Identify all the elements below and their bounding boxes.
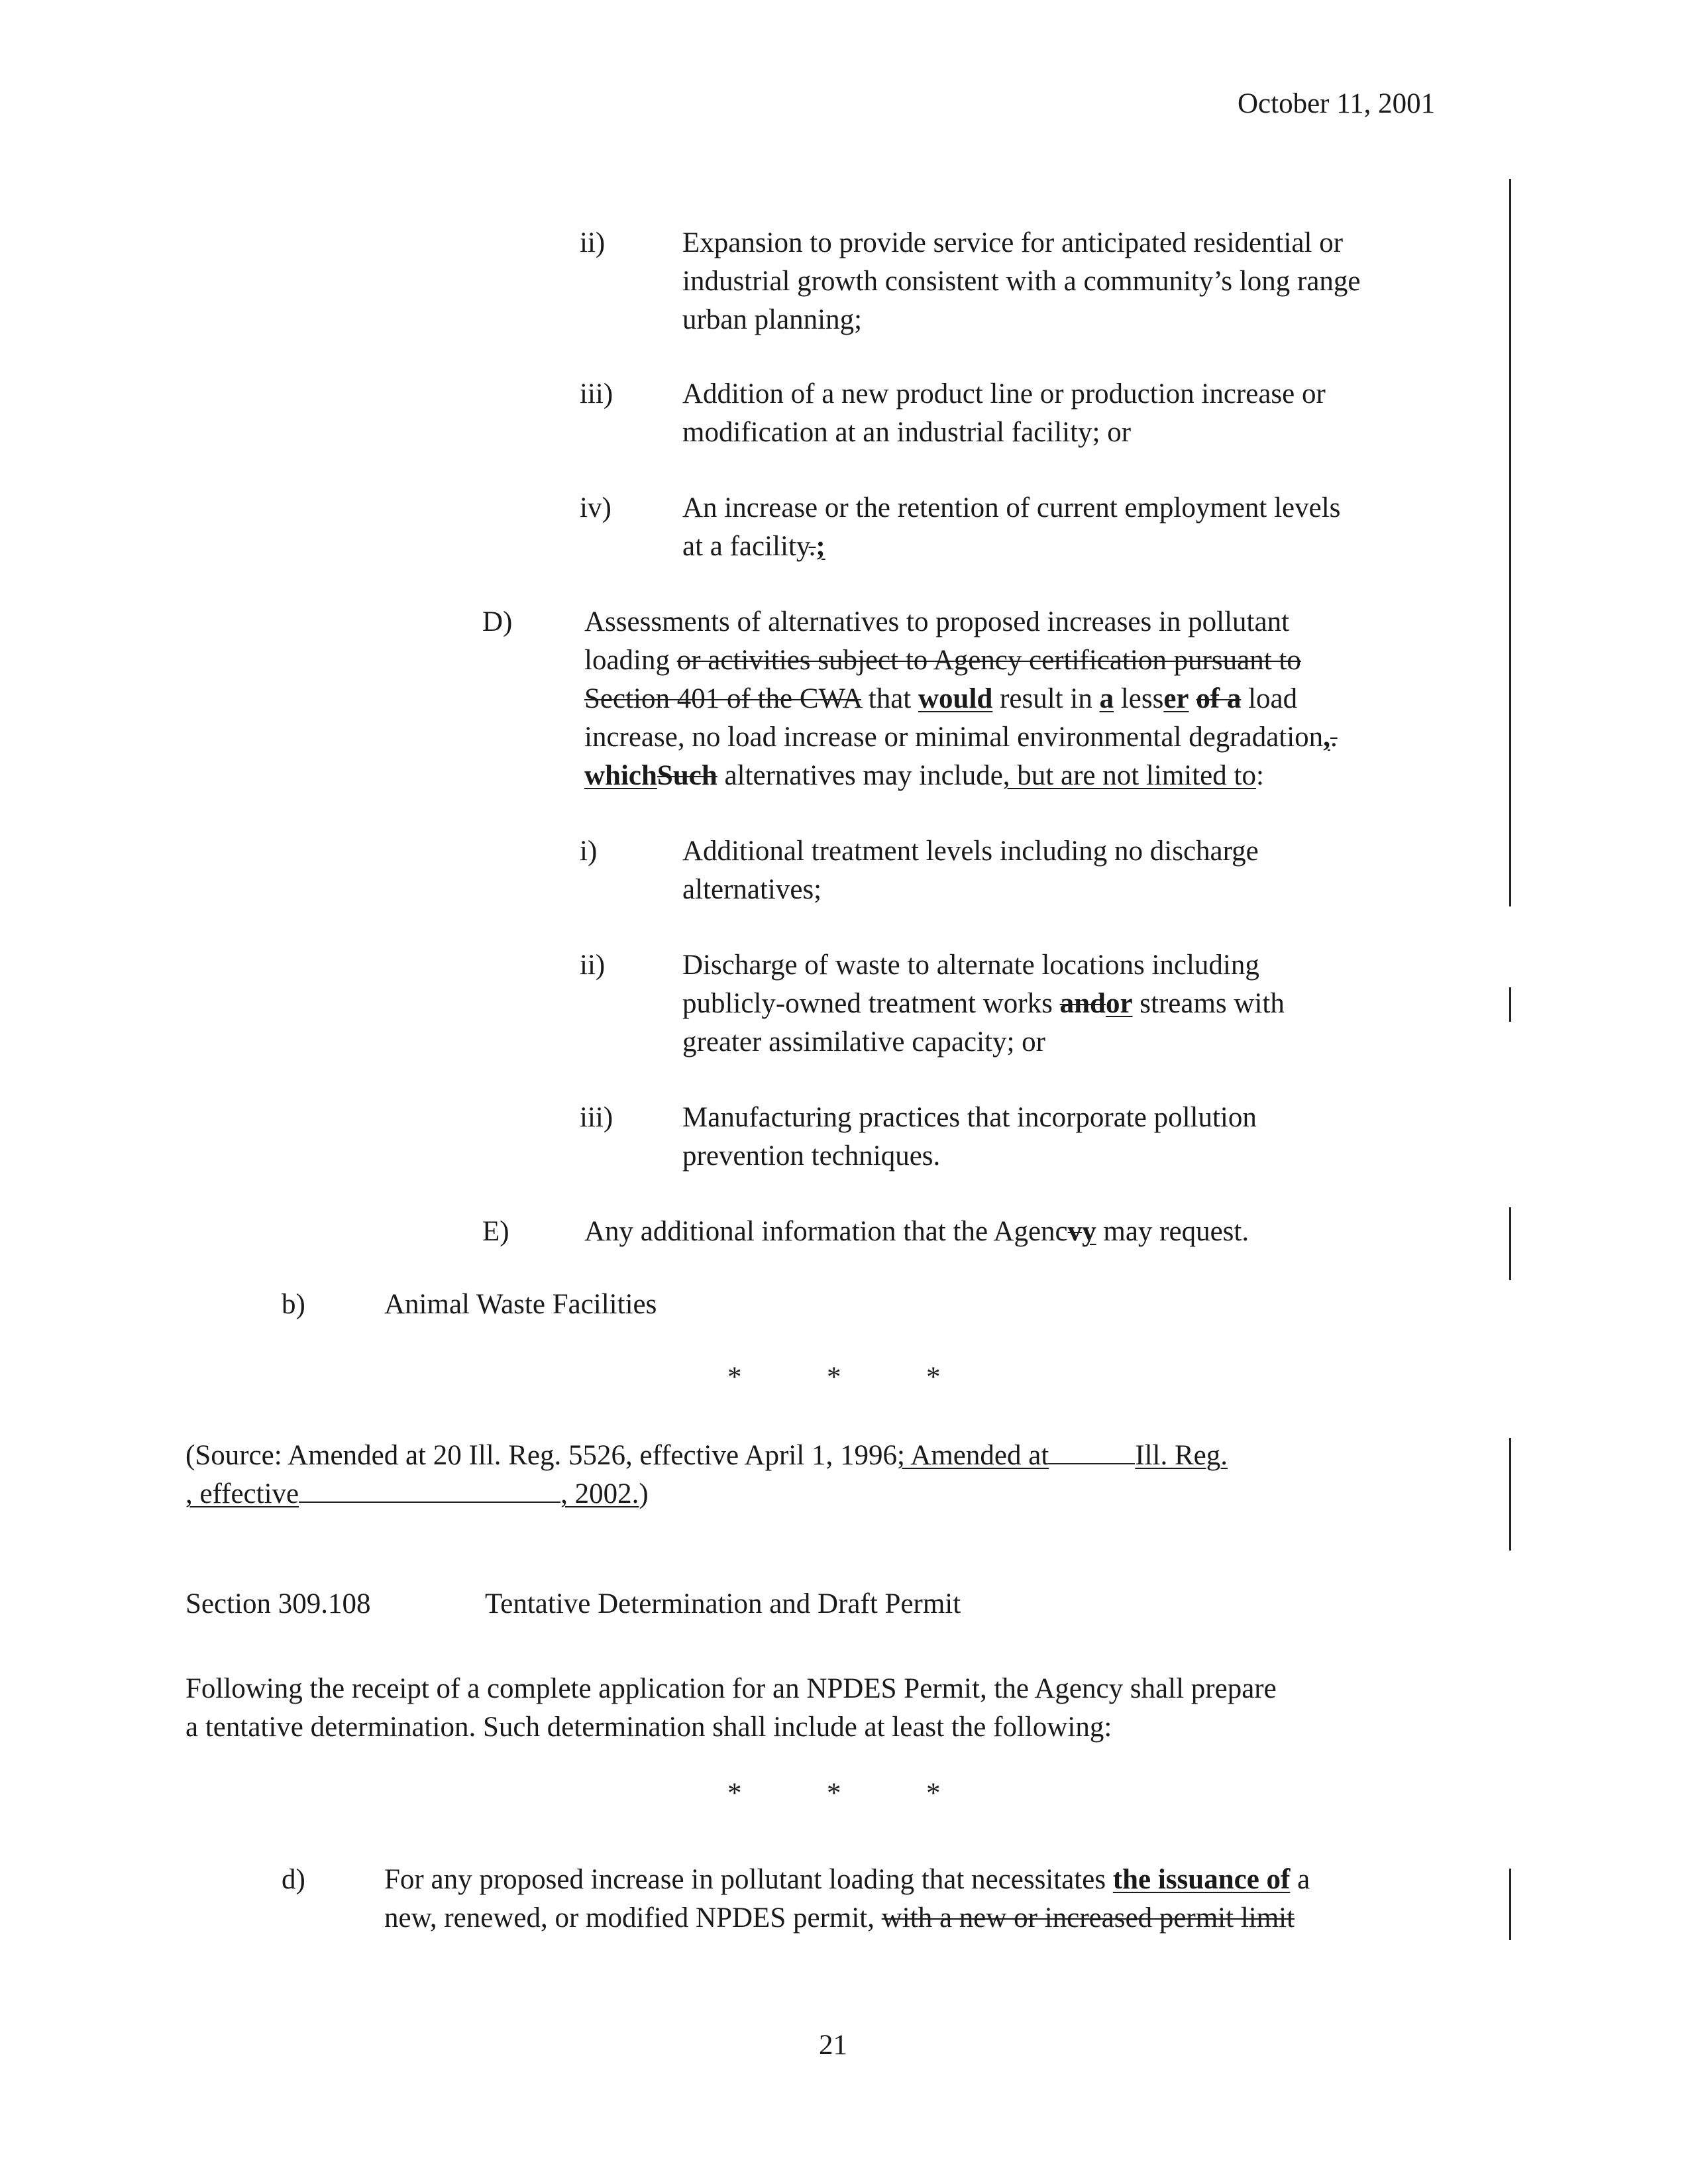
list-item-text: whichSuch alternatives may include, but are not limited to: xyxy=(584,760,1264,791)
deleted-text: Section 401 of the CWA xyxy=(584,683,862,714)
deleted-text: . xyxy=(1330,722,1338,753)
asterisk: * xyxy=(727,1778,742,1809)
list-item-label: iii) xyxy=(580,1102,613,1133)
list-item-text: prevention techniques. xyxy=(682,1140,941,1172)
asterisk: * xyxy=(926,1778,941,1809)
list-item-text: increase, no load increase or minimal environmental degradation,. xyxy=(584,722,1338,753)
list-item-text: new, renewed, or modified NPDES permit, with a new or increased permit limit xyxy=(384,1902,1295,1934)
list-item-label: ii) xyxy=(580,950,606,981)
deleted-text: and xyxy=(1059,988,1106,1019)
list-item-text: An increase or the retention of current employment levels xyxy=(682,492,1341,523)
inserted-text: er xyxy=(1163,683,1189,714)
list-item-text: Assessments of alternatives to proposed increases in pollutant xyxy=(584,606,1290,637)
inserted-text: ; xyxy=(816,531,825,562)
list-item-text: Discharge of waste to alternate locations including xyxy=(682,950,1259,981)
asterisk: * xyxy=(827,1778,841,1809)
asterisk: * xyxy=(827,1362,841,1393)
inserted-text: which xyxy=(584,760,657,791)
list-item-label: iii) xyxy=(580,378,613,410)
source-text: (Source: Amended at 20 Ill. Reg. 5526, effective April 1, 1996 xyxy=(186,1440,897,1471)
subsection-title: Animal Waste Facilities xyxy=(384,1289,657,1320)
list-item-label: iv) xyxy=(580,492,611,523)
inserted-text: Ill. Reg. xyxy=(1135,1440,1228,1471)
deleted-text: with a new or increased permit limit xyxy=(881,1902,1295,1934)
list-item-text: urban planning; xyxy=(682,304,863,335)
list-item-text: industrial growth consistent with a community’s long range xyxy=(682,266,1361,297)
page-number: 21 xyxy=(819,2030,847,2061)
section-title: Tentative Determination and Draft Permit xyxy=(485,1588,961,1619)
deleted-text: Such xyxy=(657,760,717,791)
list-item-text: Any additional information that the Agencvy may request. xyxy=(584,1216,1249,1247)
revision-bar xyxy=(1509,1869,1511,1940)
list-item-label: b) xyxy=(282,1289,305,1320)
list-item-text: modification at an industrial facility; or xyxy=(682,417,1132,448)
document-date: October 11, 2001 xyxy=(1238,88,1436,119)
list-item-text: Additional treatment levels including no discharge xyxy=(682,836,1259,867)
deleted-text: of a xyxy=(1196,683,1242,714)
inserted-text: the issuance of xyxy=(1112,1864,1291,1895)
list-item-text: alternatives; xyxy=(682,874,822,905)
inserted-text: , xyxy=(1323,722,1330,753)
list-item-label: d) xyxy=(282,1864,305,1895)
list-item-label: i) xyxy=(580,836,598,867)
list-item-text: at a facility.; xyxy=(682,531,825,562)
list-item-text: publicly-owned treatment works andor streams with xyxy=(682,988,1285,1019)
inserted-text: ; Amended at xyxy=(896,1440,1049,1471)
revision-bar xyxy=(1509,1438,1511,1551)
list-item-text: Section 401 of the CWA that would result in a lesser of a load xyxy=(584,683,1298,714)
asterisk: * xyxy=(926,1362,941,1393)
list-item-label: E) xyxy=(482,1216,509,1247)
asterisk: * xyxy=(727,1362,742,1393)
deleted-text: or activities subject to Agency certification pursuant to xyxy=(676,645,1301,676)
inserted-text: a xyxy=(1099,683,1114,714)
revision-bar xyxy=(1509,179,1511,906)
list-item-text: Manufacturing practices that incorporate pollution xyxy=(682,1102,1257,1133)
deleted-text: v xyxy=(1067,1216,1083,1247)
list-item-text: greater assimilative capacity; or xyxy=(682,1026,1045,1058)
section-number: Section 309.108 xyxy=(186,1588,371,1619)
list-item-label: ii) xyxy=(580,227,606,258)
omission-marker xyxy=(727,1774,1026,1813)
inserted-text: , effective xyxy=(186,1478,299,1509)
revision-bar xyxy=(1509,987,1511,1022)
inserted-text: y xyxy=(1082,1216,1096,1247)
deleted-text: . xyxy=(808,531,816,562)
list-item-text: Expansion to provide service for anticipated residential or xyxy=(682,227,1344,258)
inserted-text: , but are not limited to xyxy=(1002,760,1256,791)
list-item-label: D) xyxy=(482,606,513,637)
revision-bar xyxy=(1509,1207,1511,1280)
inserted-text: would xyxy=(918,683,993,714)
list-item-text: loading or activities subject to Agency certification pursuant to xyxy=(584,645,1301,676)
list-item-text: For any proposed increase in pollutant loading that necessitates the issuance of a xyxy=(384,1864,1310,1895)
list-item-text: Addition of a new product line or production increase or xyxy=(682,378,1326,410)
blank-field xyxy=(1049,1437,1135,1464)
omission-marker xyxy=(727,1358,1026,1397)
blank-field xyxy=(299,1475,560,1503)
inserted-text: or xyxy=(1105,988,1133,1019)
inserted-text: , 2002. xyxy=(560,1478,639,1509)
